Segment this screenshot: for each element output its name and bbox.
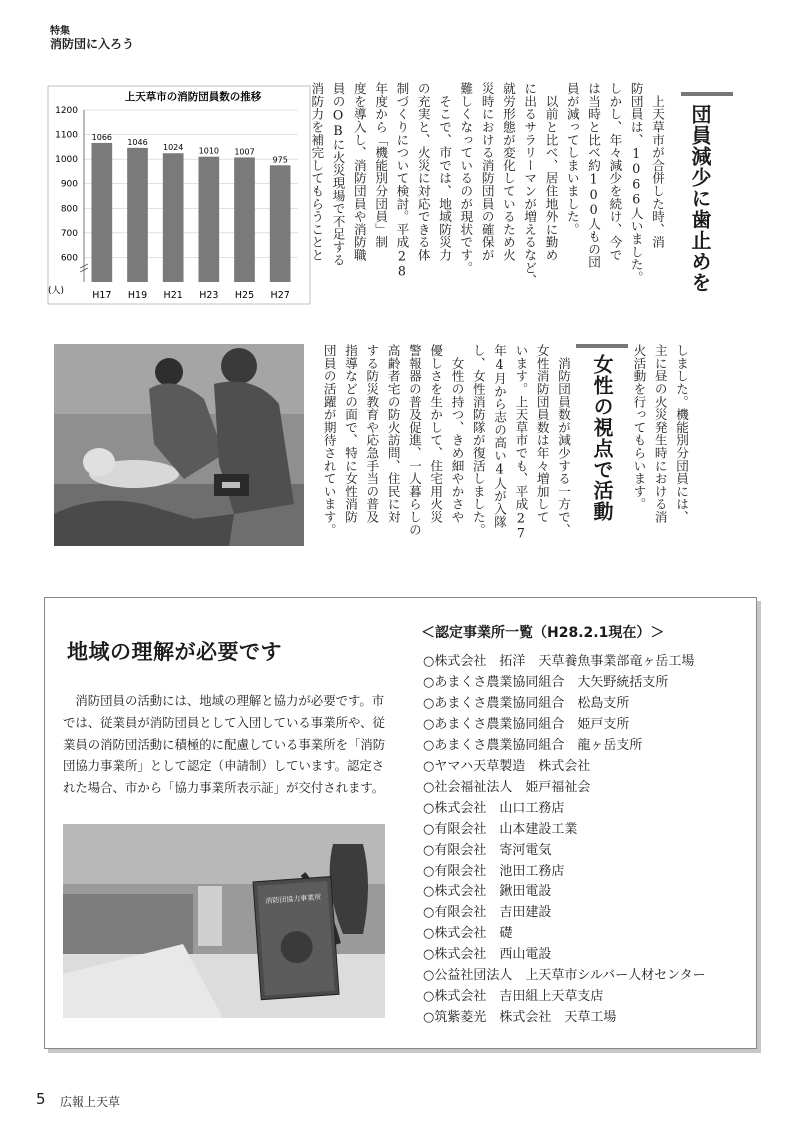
article-member-decline-continued (626, 344, 692, 549)
list-item: ○株式会社 吉田組上天草支店 (423, 989, 604, 1005)
text-line: しかし、年々減少を続け、今で (607, 82, 623, 262)
text-line: 以前と比べ、居住地外に勤め (543, 82, 559, 262)
text-line: 度を導入し、消防団員や消防職 (351, 82, 367, 262)
cooperative-business-box (44, 597, 757, 1049)
text-line: 警報器の普及促進、一人暮らしの (406, 344, 422, 536)
text-line: 年4月から志の高い4人が入隊 (492, 344, 508, 528)
text-line: は当時と比べ約100人もの団 (586, 82, 602, 269)
bar-value-label: 1007 (234, 147, 255, 157)
bar-value-label: 1024 (162, 143, 184, 153)
text-line: 団員の活躍が期待されています。 (321, 344, 337, 536)
section-category: 特集 (50, 26, 70, 37)
list-item: ○公益社団法人 上天草市シルバー人材センター (423, 968, 706, 984)
text-line: しました。機能別分団員には、 (674, 344, 689, 524)
list-item: ○株式会社 西山電設 (423, 947, 552, 963)
text-line: 指導などの面で、特に女性消防 (343, 344, 359, 524)
x-tick-label: H17 (92, 290, 112, 301)
list-item: ○筑紫菱光 株式会社 天草工場 (423, 1010, 617, 1026)
bar-value-label: 1046 (127, 137, 148, 147)
chart-title: 上天草市の消防団員数の推移 (124, 91, 262, 103)
heading-decoration (576, 344, 628, 348)
publication-name: 広報上天草 (60, 1095, 121, 1109)
article-female-members (312, 344, 574, 549)
photo-first-aid-training (54, 344, 304, 546)
list-item: ○有限会社 山本建設工業 (423, 821, 578, 837)
y-tick-label: 900 (60, 179, 78, 190)
text-line: 難しくなっているのが現状です。 (458, 82, 474, 274)
text-line: し、女性消防隊が復活しました。 (470, 344, 486, 536)
bar-H25 (234, 157, 255, 282)
list-item: ○株式会社 鍬田電設 (423, 884, 552, 900)
list-item: ○社会福祉法人 姫戸福祉会 (423, 779, 591, 795)
text-line: 女性の持つ、きめ細やかさや (449, 344, 465, 524)
heading-decoration (681, 92, 733, 96)
bar-H21 (163, 153, 184, 282)
page-number: 5 (36, 1090, 46, 1108)
text-line: 災時における消防団員の確保が (479, 82, 495, 262)
text-line: 消防力を補完してもらうことと (309, 82, 325, 262)
heading-female-perspective: 女性の視点で活動 (590, 354, 614, 522)
member-count-chart (48, 86, 310, 304)
heading-member-decline: 団員減少に歯止めを (688, 104, 712, 293)
y-tick-label: 1200 (55, 106, 78, 116)
list-item: ○株式会社 山口工務店 (423, 800, 565, 816)
list-item: ○有限会社 池田工務店 (423, 863, 565, 879)
box-paragraph: 消防団員の活動には、地域の理解と協力が必要です。市では、従業員が消防団員として入団している事業所や、従業員の消防団活動に積極的に配慮している事業所を「消防団協力事業所」として認定（申請制）しています。認定された場合、市から「協力事業所表示証」が交付されます。 (63, 693, 386, 796)
list-item: ○あまくさ農業協同組合 姫戸支所 (423, 716, 630, 732)
text-line: 女性消防団員数は年々増加して (534, 344, 550, 524)
text-line: 防団員は、1066人いました。 (628, 82, 644, 284)
list-item: ○ヤマハ天草製造 株式会社 (423, 758, 591, 774)
bar-value-label: 1010 (198, 146, 220, 156)
certified-business-list (423, 652, 706, 1029)
x-tick-label: H19 (127, 290, 148, 301)
text-line: 主に昼の火災発生時における消 (652, 344, 668, 524)
list-item: ○株式会社 礎 (423, 926, 513, 942)
text-line: 火活動を行ってもらいます。 (631, 344, 647, 511)
box-title: 地域の理解が必要です (67, 640, 282, 664)
list-title: ＜認定事業所一覧（H28.2.1現在）＞ (421, 625, 665, 641)
photo-cooperative-sign (63, 824, 385, 1018)
text-line: 年度から「機能別分団員」制 (373, 82, 389, 249)
list-item: ○あまくさ農業協同組合 大矢野統括支所 (423, 674, 669, 690)
chart-ylabel: (人) (48, 286, 65, 296)
text-line: の充実と、火災に対応できる体 (415, 82, 431, 262)
text-line: 消防団員数が減少する一方で、 (556, 344, 571, 536)
x-tick-label: H25 (234, 290, 255, 301)
text-line: 就労形態が変化しているため火 (500, 82, 516, 262)
text-line: います。上天草市でも、平成27 (513, 344, 529, 541)
y-tick-label: 1000 (55, 155, 78, 166)
bar-value-label: 975 (272, 155, 288, 165)
x-tick-label: H23 (199, 290, 219, 301)
bar-H19 (127, 148, 148, 282)
text-line: 高齢者宅の防火訪問、住民に対 (385, 344, 401, 524)
bar-H23 (198, 157, 219, 282)
bar-value-label: 1066 (91, 132, 113, 142)
text-line: 上天草市が合併した時、消 (650, 82, 665, 249)
x-tick-label: H21 (163, 290, 183, 301)
x-tick-label: H27 (270, 290, 290, 301)
y-tick-label: 800 (60, 204, 78, 215)
list-item: ○あまくさ農業協同組合 龍ヶ岳支所 (423, 737, 643, 753)
y-tick-label: 600 (60, 253, 78, 264)
y-tick-label: 1100 (55, 130, 78, 141)
text-line: 優しさを生かして、住宅用火災 (428, 344, 444, 524)
y-tick-label: 700 (60, 228, 78, 239)
list-item: ○株式会社 拓洋 天草養魚事業部竜ヶ岳工場 (423, 654, 695, 669)
section-title: 消防団に入ろう (50, 37, 135, 51)
bar-H17 (91, 143, 112, 282)
text-line: 員のOBに火災現場で不足する (330, 82, 346, 266)
list-item: ○有限会社 寄河電気 (423, 842, 552, 858)
text-line: する防災教育や応急手当の普及 (364, 344, 380, 524)
text-line: そこで、市では、地域防災力 (437, 82, 453, 262)
sign-text: 消防団協力事業所 (265, 893, 322, 906)
list-item: ○有限会社 吉田建設 (423, 905, 552, 921)
article-member-decline (309, 82, 668, 312)
bar-H27 (270, 165, 291, 282)
text-line: に出るサラリーマンが増えるなど、 (522, 82, 538, 287)
text-line: 制づくりについて検討。平成28 (394, 82, 410, 279)
list-item: ○あまくさ農業協同組合 松島支所 (423, 695, 630, 711)
text-line: 員が減ってしまいました。 (564, 82, 580, 236)
